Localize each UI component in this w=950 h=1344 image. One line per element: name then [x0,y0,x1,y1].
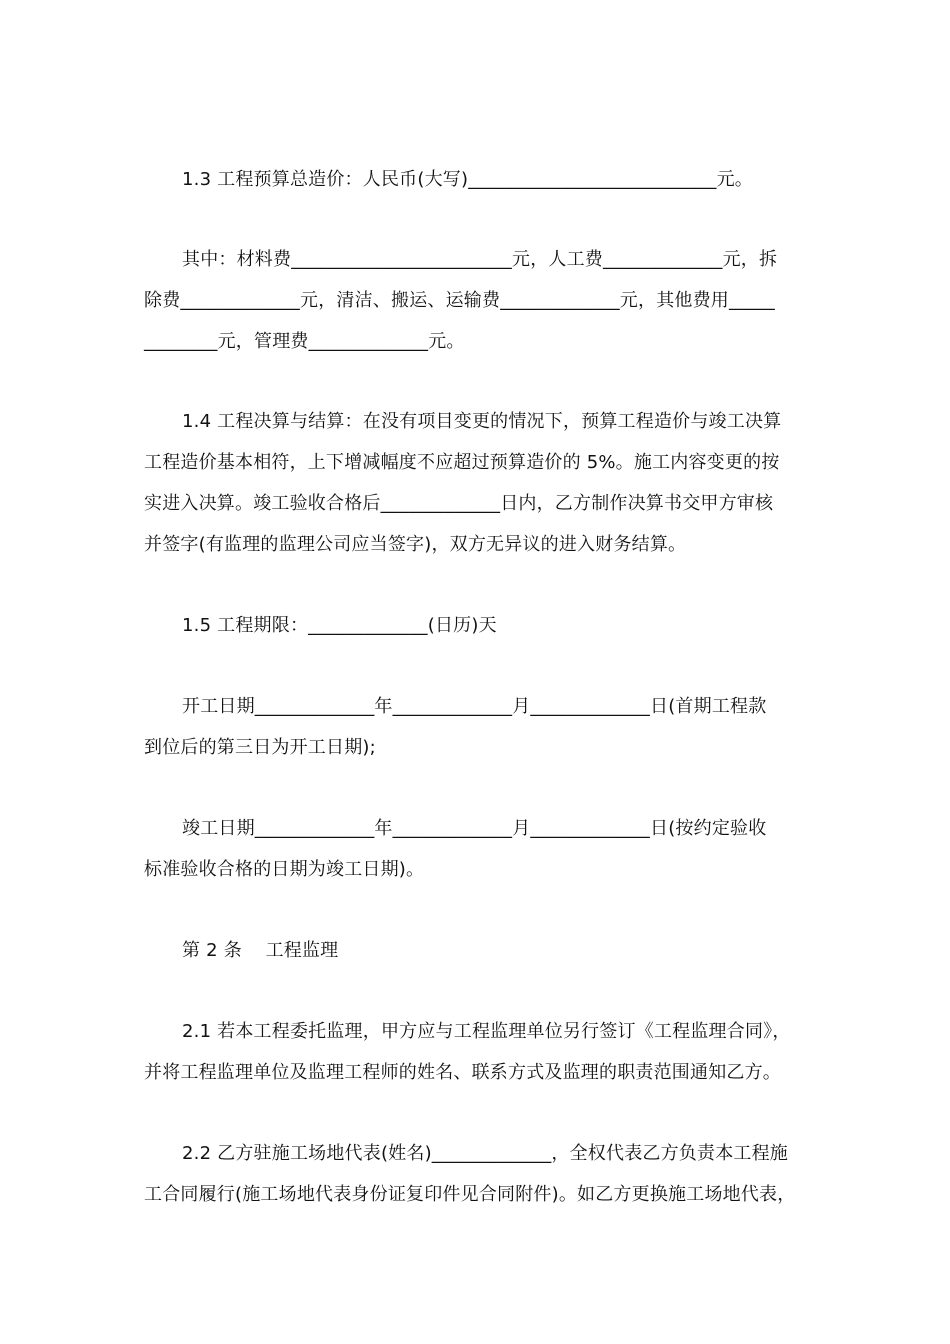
clause-2-1-line-2: 并将工程监理单位及监理工程师的姓名、联系方式及监理的职责范围通知乙方。 [144,1062,781,1083]
clause-1-4-line-1: 1.4 工程决算与结算：在没有项目变更的情况下，预算工程造价与竣工决算 [182,411,782,432]
article-2-heading: 第 2 条 工程监理 [182,940,339,961]
clause-1-3-breakdown-line-2: 除费_____________元，清洁、搬运、运输费_____________元，其他费用_____ [144,290,775,311]
start-date-line-1: 开工日期_____________年_____________月_____________日(首期工程款 [182,696,767,717]
clause-1-4-line-4: 并签字(有监理的监理公司应当签字)，双方无异议的进入财务结算。 [144,534,687,555]
clause-1-5-line-1: 1.5 工程期限：_____________(日历)天 [182,615,497,636]
clause-1-4-line-3: 实进入决算。竣工验收合格后_____________日内，乙方制作决算书交甲方审核 [144,493,774,514]
clause-1-3-breakdown-line-1: 其中：材料费________________________元，人工费_____________元，拆 [182,249,778,270]
clause-1-4-line-2: 工程造价基本相符，上下增减幅度不应超过预算造价的 5%。施工内容变更的按 [144,452,780,473]
start-date-line-2: 到位后的第三日为开工日期); [144,737,376,758]
clause-2-2-line-1: 2.2 乙方驻施工场地代表(姓名)_____________，全权代表乙方负责本工程施 [182,1143,788,1164]
end-date-line-1: 竣工日期_____________年_____________月_____________日(按约定验收 [182,818,767,839]
clause-2-2-line-2: 工合同履行(施工场地代表身份证复印件见合同附件)。如乙方更换施工场地代表， [144,1184,796,1205]
clause-2-1-line-1: 2.1 若本工程委托监理，甲方应与工程监理单位另行签订《工程监理合同》， [182,1021,791,1042]
end-date-line-2: 标准验收合格的日期为竣工日期)。 [144,859,425,880]
clause-1-3-breakdown-line-3: ________元，管理费_____________元。 [144,331,465,352]
clause-1-3-line-1: 1.3 工程预算总造价：人民币(大写)___________________________元。 [182,169,753,190]
